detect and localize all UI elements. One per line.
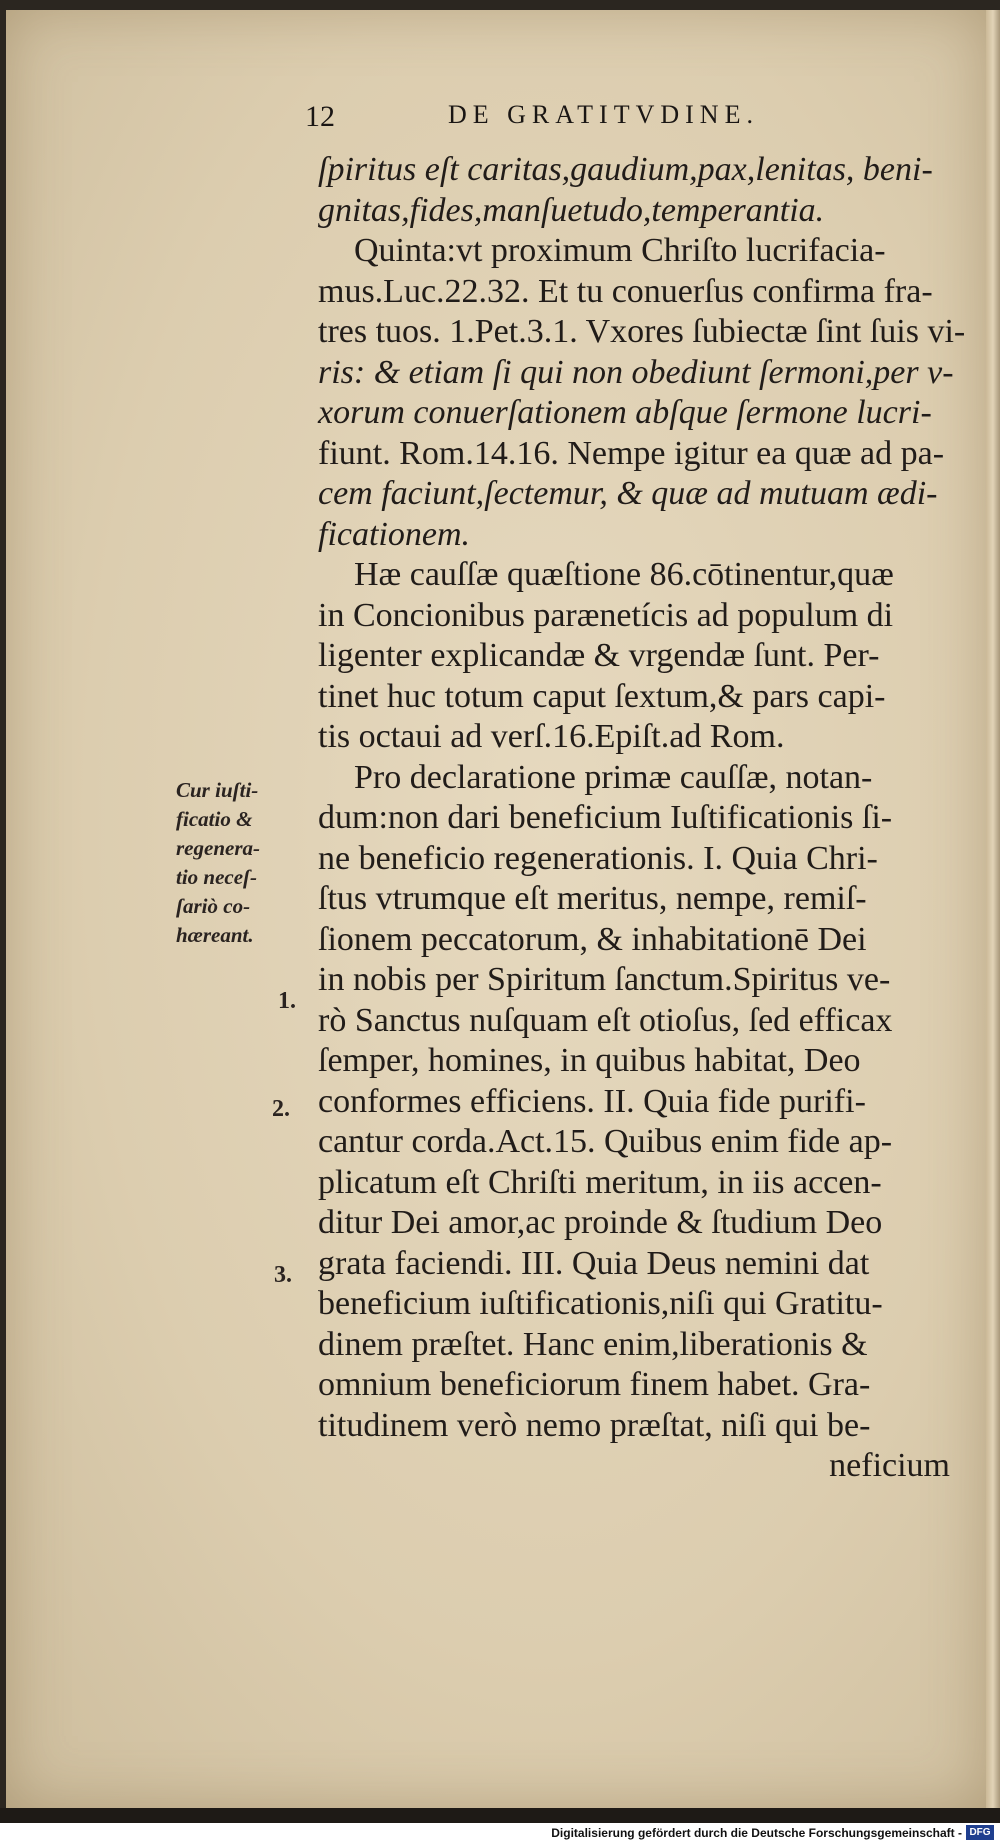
text-line: titudinem verò nemo præſtat, niſi qui be- — [318, 1406, 871, 1444]
text-line: conformes efficiens. II. Quia fide purifi- — [318, 1082, 866, 1120]
text-line: beneficium iuſtificationis,niſi qui Gratitu- — [318, 1285, 883, 1322]
text-line: ſionem peccatorum, & inhabitationē Dei — [318, 920, 867, 958]
text-line: ficationem. — [318, 515, 471, 553]
text-line: ne beneficio regenerationis. I. Quia Chri- — [318, 839, 878, 877]
text-line: ſtus vtrumque eſt meritus, nempe, remiſ- — [318, 880, 867, 917]
text-line: tinet huc totum caput ſextum,& pars capi- — [318, 677, 886, 715]
text-line: ris: & etiam ſi qui non obediunt ſermoni,per v- — [318, 353, 954, 391]
marginal-line: regenera- — [176, 836, 260, 860]
text-line: omnium beneficiorum finem habet. Gra- — [318, 1366, 871, 1403]
footer-credit: Digitalisierung gefördert durch die Deutsche Forschungsgemeinschaft - — [551, 1826, 962, 1840]
text-line: dinem præſtet. Hanc enim,liberationis & — [318, 1325, 868, 1363]
marginal-line: ſariò co- — [176, 894, 251, 918]
text-line: plicatum eſt Chriſti meritum, in iis accen- — [318, 1163, 882, 1201]
text-line: Quinta:vt proximum Chriſto lucrifacia- — [354, 232, 886, 269]
margin-numeral-3: 3. — [274, 1262, 292, 1288]
text-line: tres tuos. 1.Pet.3.1. Vxores ſubiectæ ſint ſuis vi- — [318, 313, 966, 350]
page-number: 12 — [305, 100, 335, 133]
text-line: mus.Luc.22.32. Et tu conuerſus confirma fra- — [318, 272, 933, 310]
text-line: cantur corda.Act.15. Quibus enim fide ap- — [318, 1123, 893, 1160]
text-line: in Concionibus parænetícis ad populum di — [318, 596, 894, 634]
margin-numeral-2: 2. — [272, 1096, 290, 1122]
text-line: cem faciunt,ſectemur, & quæ ad mutuam ædi- — [318, 475, 938, 512]
catchword: neficium — [829, 1447, 950, 1484]
marginal-line: Cur iuſti- — [176, 778, 259, 802]
text-line: ſpiritus eſt caritas,gaudium,pax,lenitas, beni- — [318, 151, 933, 188]
text-line: xorum conuerſationem abſque ſermone lucri- — [318, 394, 932, 431]
text-line: grata faciendi. III. Quia Deus nemini dat — [318, 1244, 870, 1282]
page-edge — [986, 10, 1000, 1808]
marginal-line: ficatio & — [176, 807, 253, 831]
text-line: tis octaui ad verſ.16.Epiſt.ad Rom. — [318, 718, 785, 755]
text-line: dum:non dari beneficium Iuſtificationis ſi- — [318, 799, 893, 836]
marginal-line: hæreant. — [176, 923, 254, 947]
text-line: ſemper, homines, in quibus habitat, Deo — [318, 1042, 861, 1079]
text-line: gnitas,fides,manſuetudo,temperantia. — [318, 191, 825, 229]
text-line: rò Sanctus nuſquam eſt otioſus, ſed efficax — [318, 1001, 893, 1039]
main-text-block — [318, 150, 968, 1487]
text-line: Pro declaratione primæ cauſſæ, notan- — [354, 758, 873, 796]
text-line: ligenter explicandæ & vrgendæ ſunt. Per- — [318, 637, 880, 674]
text-line: ditur Dei amor,ac proinde & ſtudium Deo — [318, 1204, 883, 1241]
marginal-note — [176, 776, 301, 950]
text-line: fiunt. Rom.14.16. Nempe igitur ea quæ ad pa- — [318, 434, 945, 472]
marginal-line: tio neceſ- — [176, 865, 258, 889]
margin-numeral-1: 1. — [278, 988, 296, 1014]
text-line: in nobis per Spiritum ſanctum.Spiritus ve- — [318, 961, 891, 998]
text-line: Hæ cauſſæ quæſtione 86.cōtinentur,quæ — [354, 556, 894, 593]
running-head: DE GRATITVDINE. — [448, 100, 759, 129]
dfg-logo: DFG — [966, 1825, 994, 1840]
